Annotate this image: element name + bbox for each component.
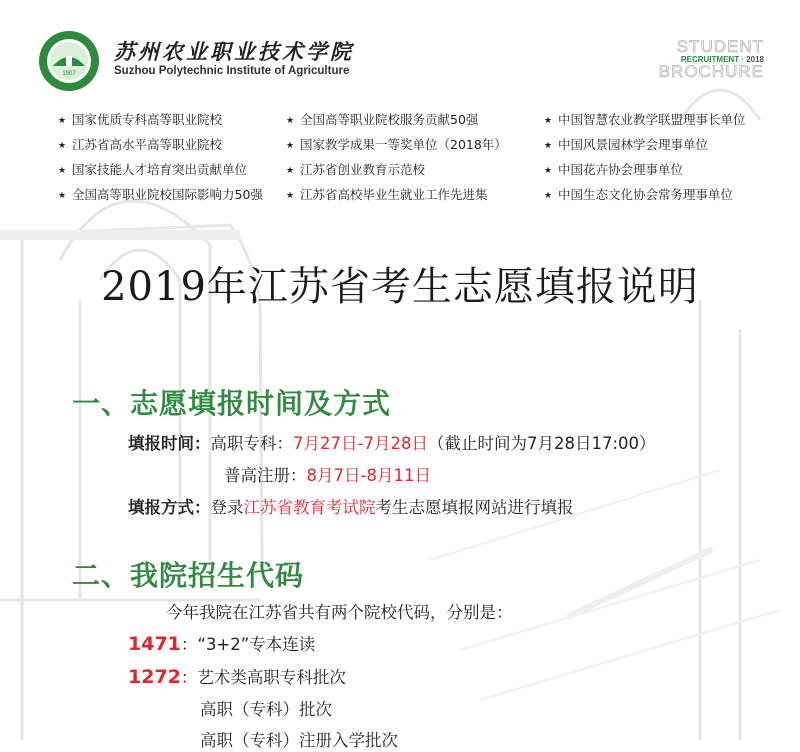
star-icon: ★ bbox=[544, 141, 553, 151]
star-icon: ★ bbox=[544, 166, 553, 176]
star-icon: ★ bbox=[58, 166, 67, 176]
gaozhi-dates: 7月27日-7月28日 bbox=[293, 434, 428, 453]
fill-time-line bbox=[128, 430, 656, 454]
honor-item: ★ 中国智慧农业教学联盟理事长单位 bbox=[544, 109, 778, 132]
section2-heading: 二、我院招生代码 bbox=[72, 559, 305, 592]
star-icon: ★ bbox=[286, 141, 295, 151]
brochure-recruitment: RECRUITMENT · 2018 bbox=[680, 55, 764, 64]
star-icon: ★ bbox=[544, 191, 553, 201]
star-icon: ★ bbox=[58, 116, 67, 126]
code2-line bbox=[128, 664, 346, 688]
code-1471: 1471 bbox=[128, 633, 181, 655]
school-name-en: Suzhou Polytechnic Institute of Agriculture bbox=[114, 65, 350, 77]
code1-desc: ：“3+2”专本连读 bbox=[180, 635, 316, 654]
brochure-mark bbox=[624, 37, 764, 81]
honor-item: ★ 全国高等职业院校国际影响力50强 bbox=[58, 184, 286, 207]
honor-item: ★ 江苏省创业教育示范校 bbox=[286, 159, 544, 182]
code2-desc1: ：艺术类高职专科批次 bbox=[180, 668, 346, 687]
honors-list bbox=[58, 109, 778, 207]
logo-year: 1907 bbox=[62, 71, 76, 77]
star-icon: ★ bbox=[58, 191, 67, 201]
brochure-year: 2018 bbox=[746, 55, 764, 64]
school-logo bbox=[38, 30, 100, 92]
pugao-label: 普高注册： bbox=[224, 466, 307, 485]
code2-desc3: 高职（专科）注册入学批次 bbox=[200, 731, 398, 750]
brochure-student: STUDENT bbox=[676, 37, 764, 56]
honor-item: ★ 全国高等职业院校服务贡献50强 bbox=[286, 109, 544, 132]
fill-time-label: 填报时间： bbox=[128, 434, 211, 453]
gaozhi-label: 高职专科： bbox=[210, 434, 293, 453]
honor-item: ★ 中国生态文化协会常务理事单位 bbox=[544, 184, 778, 207]
star-icon: ★ bbox=[286, 191, 295, 201]
star-icon: ★ bbox=[544, 116, 553, 126]
pugao-dates: 8月7日-8月11日 bbox=[306, 466, 431, 485]
code2-desc2: 高职（专科）批次 bbox=[200, 700, 332, 719]
code-1272: 1272 bbox=[128, 666, 181, 688]
page-title: 2019年江苏省考生志愿填报说明 bbox=[101, 264, 699, 310]
brochure-brochure: BROCHURE bbox=[658, 62, 764, 81]
star-icon: ★ bbox=[286, 166, 295, 176]
honor-item: ★ 江苏省高水平高等职业院校 bbox=[58, 134, 286, 157]
section1-heading: 一、志愿填报时间及方式 bbox=[72, 387, 392, 420]
exam-institute-link[interactable]: 江苏省教育考试院 bbox=[243, 498, 376, 517]
code1-line bbox=[128, 631, 315, 655]
honor-item: ★ 江苏省高校毕业生就业工作先进集 bbox=[286, 184, 544, 207]
honor-item: ★ 国家优质专科高等职业院校 bbox=[58, 109, 286, 132]
honor-item: ★ 国家教学成果一等奖单位（2018年） bbox=[286, 134, 544, 157]
gaozhi-deadline: （截止时间为7月28日17:00） bbox=[427, 434, 656, 453]
honor-item: ★ 中国风景园林学会理事单位 bbox=[544, 134, 778, 157]
codes-intro: 今年我院在江苏省共有两个院校代码，分别是： bbox=[166, 603, 513, 622]
honor-item: ★ 国家技能人才培育突出贡献单位 bbox=[58, 159, 286, 182]
honor-item: ★ 中国花卉协会理事单位 bbox=[544, 159, 778, 182]
method-pre: 登录 bbox=[210, 498, 244, 517]
fill-method-line bbox=[128, 494, 574, 518]
fill-method-label: 填报方式： bbox=[128, 498, 211, 517]
method-post: 考生志愿填报网站进行填报 bbox=[375, 498, 574, 517]
star-icon: ★ bbox=[286, 116, 295, 126]
school-name-cn: 苏州农业职业技术学院 bbox=[114, 39, 354, 64]
star-icon: ★ bbox=[58, 141, 67, 151]
pugao-line bbox=[224, 462, 431, 486]
brochure-recruitment-label: RECRUITMENT bbox=[680, 55, 740, 64]
